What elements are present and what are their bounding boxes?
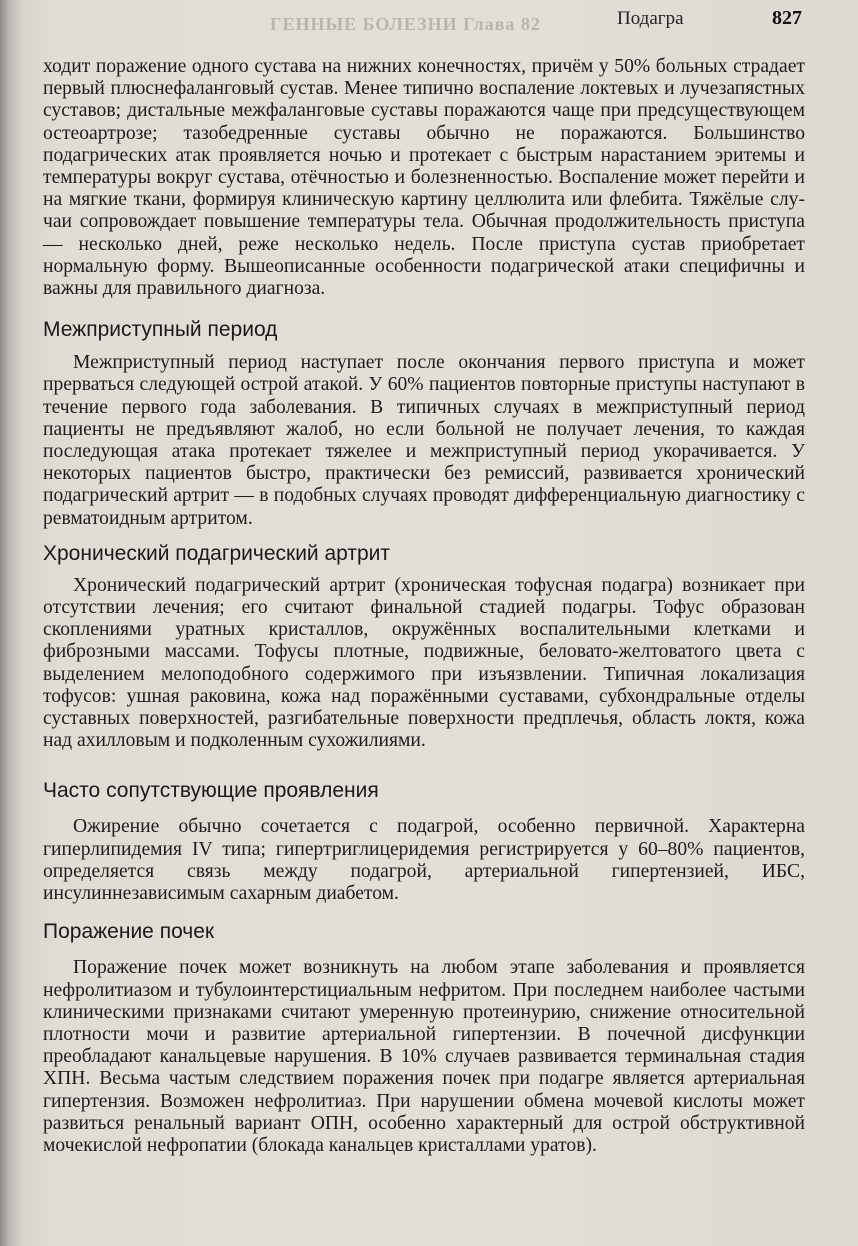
section-chronic-gouty-arthritis <box>43 542 805 753</box>
section-heading: Часто сопутствующие проявления <box>43 779 379 803</box>
section-paragraph: Поражение почек может возникнуть на любом этапе заболевания и проявляется нефролитиазом и тубулоинтерстициальным нефритом. При последнем наиболее частыми клиническими признаками считают умеренную протеинурию, снижение относительной плотности мочи и развитие артериальной гипертензии. В почечной дисфункции преобладают канальцевые нарушения. В 10% случаев развивается терминальная стадия ХПН. Весьма частым следствием поражения почек при подагре является артериальная гипертензия. Возможен нефролитиаз. При нарушении обмена мочевой кислоты может развиться ренальный вариант ОПН, особенно характерный для острой обструктивной мочекислой нефропатии (блокада канальцев кристаллами уратов). <box>43 957 805 1156</box>
section-comorbidities <box>43 779 805 905</box>
section-paragraph: Хронический подагрический артрит (хроническая тофусная подагра) возникает при отсутствии лечения; его считают финальной стадией подагры. Тофус образован скоплениями уратных кристаллов, окружённых воспалительными клетками и фиброзными массами. Тофусы плотные, подвижные, беловато-желтоватого цвета с выделением мелоподобного содержимого при изъязвлении. Типичная локализация тофусов: ушная раковина, кожа над поражёнными суставами, субхондральные отделы суставных поверхностей, разгибательные поверхности предплечья, область локтя, кожа над ахилловым и подколенным сухожилиями. <box>43 574 805 752</box>
page-body <box>43 56 805 1157</box>
section-paragraph: Межприступный период наступает после окончания первого приступа и может прерваться следующей острой атакой. У 60% пациентов повторные приступы наступают в течение первого года заболевания. В типичных случаях в межприступный период пациенты не предъявляют жалоб, но если больной не получает лечения, то каждая последующая атака протекает тяжелее и межприступный период укорачивается. У некоторых пациентов быстро, практически без ремиссий, развивается хронический подагрический артрит — в подобных случаях проводят дифференциальную диагностику с ревматоидным артритом. <box>43 352 805 529</box>
page-number: 827 <box>772 7 802 29</box>
bleed-through-text: ГЕННЫЕ БОЛЕЗНИ Глава 82 <box>270 14 541 34</box>
running-head <box>0 6 858 36</box>
section-kidney-damage <box>43 920 805 1157</box>
intro-paragraph: ходит поражение одного сустава на нижних конечностях, причём у 50% больных страдает первый плюснефаланговый сустав. Менее типично воспаление локтевых и лучезапястных суставов; дистальные межфаланговые суставы поражаются чаще при предсуществующем остеоартрозе; тазобедренные суставы обычно не поражаются. Большинство подагрических атак проявляется ночью и протекает с быстрым нарастанием эритемы и температуры вокруг сустава, отёчностью и болезненностью. Воспаление может перейти и на мягкие ткани, формируя клиническую картину целлюлита или флебита. Тяжёлые случаи сопровождает повышение температуры тела. Обычная продолжительность приступа — несколько дней, реже несколько недель. После приступа сустав приобретает нормальную форму. Вышеописанные особенности подагрической атаки специфичны и важны для правильного диагноза. <box>43 56 805 300</box>
section-heading: Хронический подагрический артрит <box>43 541 391 565</box>
section-interictal-period <box>43 318 805 530</box>
section-paragraph: Ожирение обычно сочетается с подагрой, особенно первичной. Характерна гиперлипидемия IV типа; гипертриглицеридемия регистрируется у 60–80% пациентов, определяется связь между подагрой, артериальной гипертензией, ИБС, инсулиннезависимым сахарным диабетом. <box>43 816 805 905</box>
section-heading: Поражение почек <box>43 920 215 944</box>
running-head-title: Подагра <box>617 8 684 29</box>
section-heading: Межприступный период <box>43 318 278 342</box>
